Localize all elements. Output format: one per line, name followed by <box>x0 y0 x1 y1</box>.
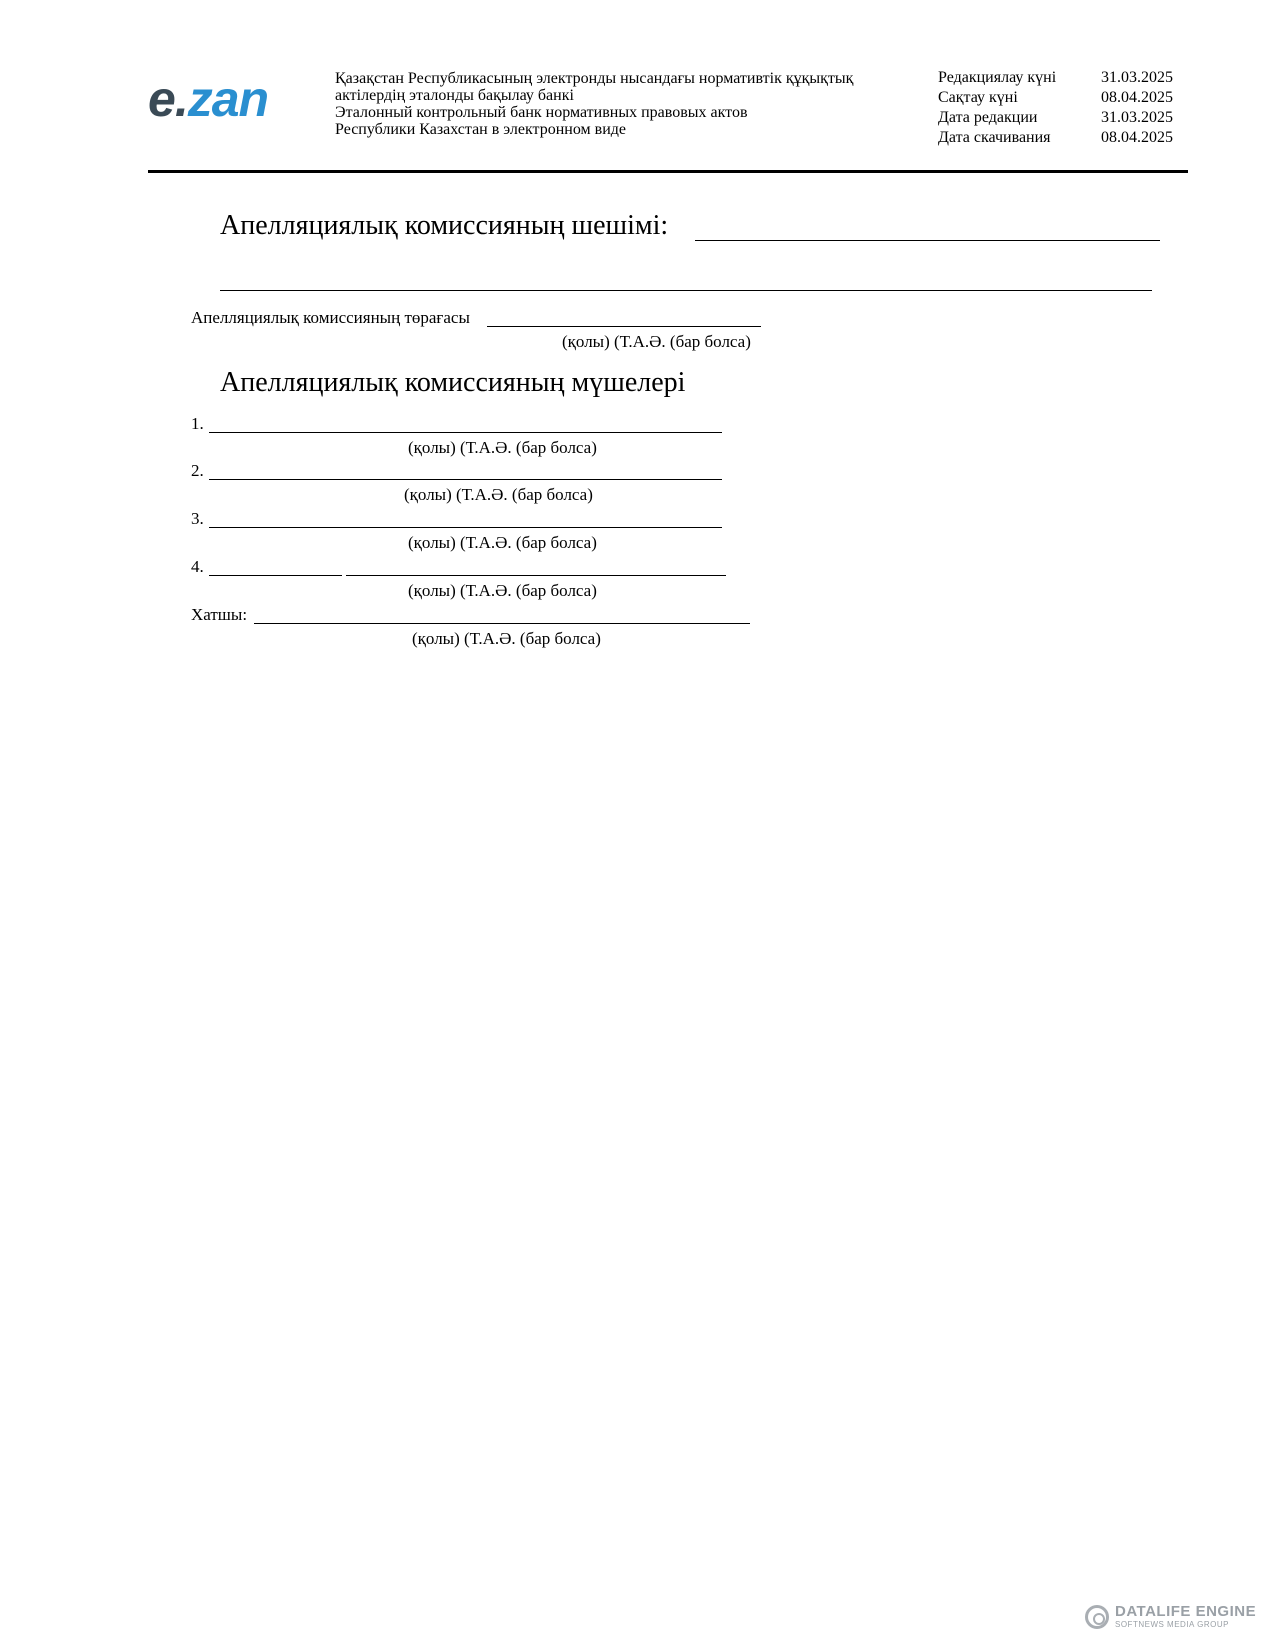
ezan-logo: e.zan <box>148 71 269 127</box>
member-signature-caption: (қолы) (Т.А.Ә. (бар болса) <box>408 581 597 600</box>
member-name-blank <box>346 575 726 576</box>
header-divider <box>148 170 1188 173</box>
member-signature-caption: (қолы) (Т.А.Ә. (бар болса) <box>408 533 597 552</box>
bank-description <box>335 70 853 138</box>
members-title: Апелляциялық комиссияның мүшелері <box>220 367 686 398</box>
watermark-subtitle: SOFTNEWS MEDIA GROUP <box>1115 1620 1230 1629</box>
watermark-title: DATALIFE ENGINE <box>1115 1603 1257 1620</box>
secretary-label: Хатшы: <box>191 605 248 624</box>
meta-value: 08.04.2025 <box>1101 89 1173 106</box>
decision-label: Апелляциялық комиссияның шешімі: <box>220 210 669 241</box>
member-number: 1. <box>191 414 204 433</box>
meta-label: Редакциялау күні <box>938 69 1057 86</box>
member-number: 3. <box>191 509 204 528</box>
bank-line: Эталонный контрольный банк нормативных правовых актов <box>335 104 748 121</box>
member-signature-blank <box>209 527 722 528</box>
bank-line: Республики Казахстан в электронном виде <box>335 121 627 138</box>
document-meta <box>938 68 1181 148</box>
chairman-label: Апелляциялық комиссияның төрағасы <box>191 308 470 327</box>
secretary-signature-blank <box>254 623 750 624</box>
member-signature-caption: (қолы) (Т.А.Ә. (бар болса) <box>408 438 597 457</box>
meta-label: Дата редакции <box>938 109 1038 126</box>
member-signature-blank <box>209 479 722 480</box>
member-number: 2. <box>191 461 204 480</box>
datalife-watermark <box>1085 1604 1256 1629</box>
member-signature-blank <box>209 432 722 433</box>
eye-icon <box>1085 1605 1109 1629</box>
meta-label: Дата скачивания <box>938 129 1051 146</box>
meta-row <box>938 108 1181 128</box>
bank-line: актілердің эталонды бақылау банкі <box>335 87 574 104</box>
decision-blank <box>695 240 1160 241</box>
chairman-signature-blank <box>487 326 761 327</box>
secretary-signature-caption: (қолы) (Т.А.Ә. (бар болса) <box>412 629 601 648</box>
member-number: 4. <box>191 557 204 576</box>
bank-line: Қазақстан Республикасының электронды нысандағы нормативтік құқықтық <box>335 70 854 87</box>
meta-row <box>938 68 1181 88</box>
meta-value: 31.03.2025 <box>1101 69 1173 86</box>
member-signature-caption: (қолы) (Т.А.Ә. (бар болса) <box>404 485 593 504</box>
meta-value: 08.04.2025 <box>1101 129 1173 146</box>
meta-row <box>938 88 1181 108</box>
chairman-signature-caption: (қолы) (Т.А.Ә. (бар болса) <box>562 332 751 351</box>
meta-label: Сақтау күні <box>938 89 1018 106</box>
decision-blank-2 <box>220 290 1152 291</box>
meta-value: 31.03.2025 <box>1101 109 1173 126</box>
meta-row <box>938 128 1181 148</box>
member-signature-blank <box>209 575 342 576</box>
